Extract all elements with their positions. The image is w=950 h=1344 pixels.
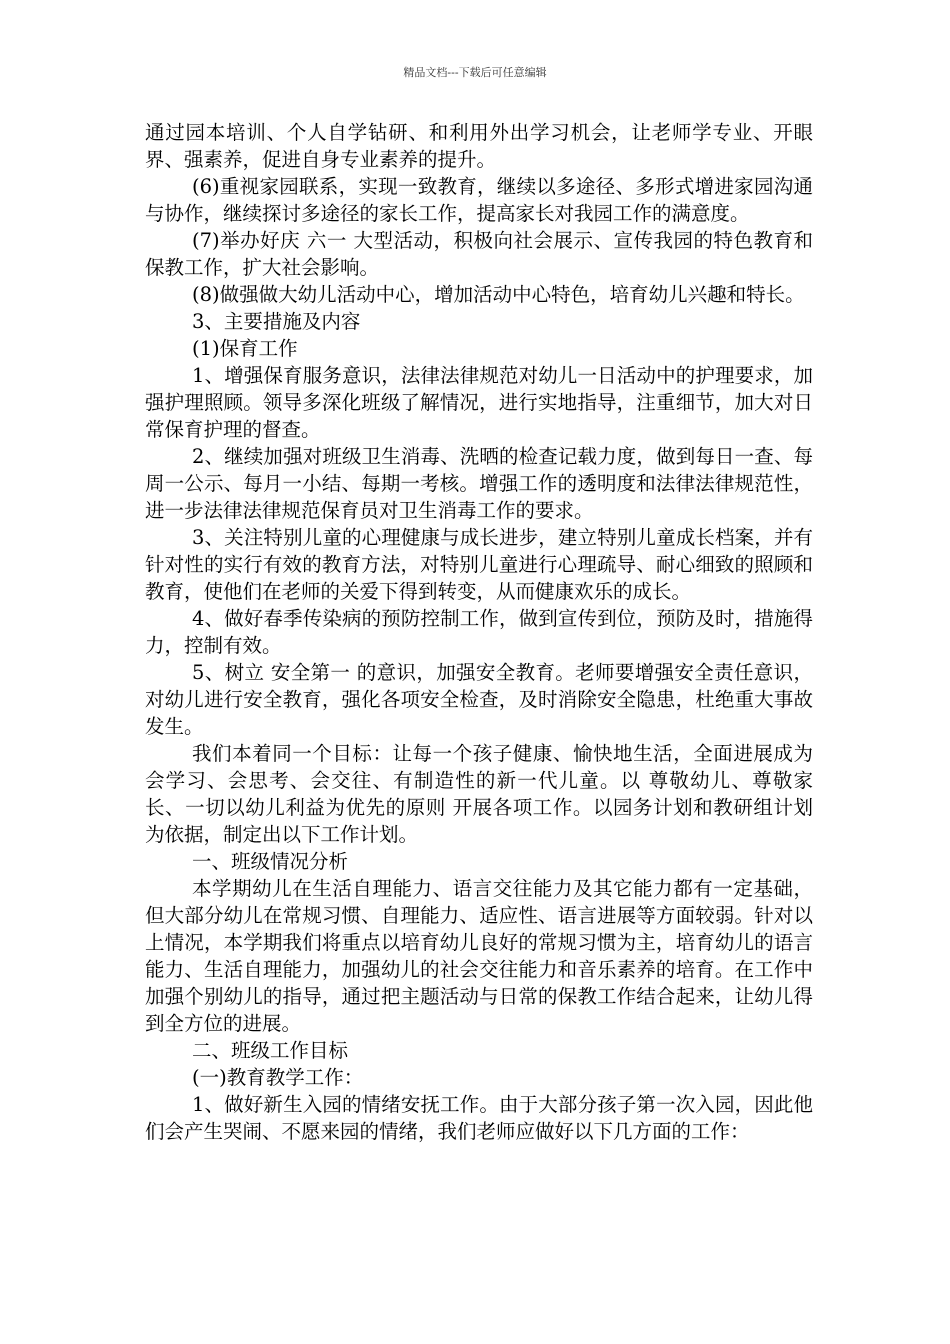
paragraph: 4、做好春季传染病的预防控制工作，做到宣传到位，预防及时，措施得力，控制有效。 [145,607,813,657]
paragraph: (8)做强做大幼儿活动中心，增加活动中心特色，培育幼儿兴趣和特长。 [192,283,805,306]
paragraph: 1、增强保育服务意识，法律法律规范对幼儿一日活动中的护理要求，加强护理照顾。领导多深化班级了解情况，进行实地指导，注重细节，加大对日常保育护理的督查。 [145,364,813,441]
paragraph: 通过园本培训、个人自学钻研、和利用外出学习机会，让老师学专业、开眼界、强素养，促进自身专业素养的提升。 [145,121,813,171]
paragraph: 我们本着同一个目标：让每一个孩子健康、愉快地生活，全面进展成为会学习、会思考、会交往、有制造性的新一代儿童。以 尊敬幼儿、尊敬家长、一切以幼儿利益为优先的原则 开展各项工作。以园务计划和教研组计划为依据，制定出以下工作计划。 [145,742,813,846]
paragraph: (6)重视家园联系，实现一致教育，继续以多途径、多形式增进家园沟通与协作，继续探讨多途径的家长工作，提高家长对我园工作的满意度。 [145,175,813,225]
section-heading: 3、主要措施及内容 [192,310,361,333]
paragraph: 3、关注特别儿童的心理健康与成长进步，建立特别儿童成长档案，并有针对性的实行有效的教育方法，对特别儿童进行心理疏导、耐心细致的照顾和教育，使他们在老师的关爱下得到转变，从而健康欢乐的成长。 [145,526,813,603]
document-body [145,119,813,1145]
paragraph: 5、树立 安全第一 的意识，加强安全教育。老师要增强安全责任意识，对幼儿进行安全教育，强化各项安全检查，及时消除安全隐患，杜绝重大事故发生。 [145,661,813,738]
subsection-heading: (1)保育工作 [192,337,298,360]
page-header: 精品文档---下载后可任意编辑 [403,66,547,79]
section-heading: 一、班级情况分析 [192,850,349,873]
paragraph: 1、做好新生入园的情绪安抚工作。由于大部分孩子第一次入园，因此他们会产生哭闹、不愿来园的情绪，我们老师应做好以下几方面的工作： [145,1093,813,1143]
paragraph: 本学期幼儿在生活自理能力、语言交往能力及其它能力都有一定基础，但大部分幼儿在常规习惯、自理能力、适应性、语言进展等方面较弱。针对以上情况，本学期我们将重点以培育幼儿良好的常规习惯为主，培育幼儿的语言能力、生活自理能力，加强幼儿的社会交往能力和音乐素养的培育。在工作中加强个别幼儿的指导，通过把主题活动与日常的保教工作结合起来，让幼儿得到全方位的进展。 [145,877,813,1035]
paragraph: 2、继续加强对班级卫生消毒、洗晒的检查记载力度，做到每日一查、每周一公示、每月一小结、每期一考核。增强工作的透明度和法律法律规范性，进一步法律法律规范保育员对卫生消毒工作的要求。 [145,445,813,522]
paragraph: (7)举办好庆 六一 大型活动，积极向社会展示、宣传我园的特色教育和保教工作，扩大社会影响。 [145,229,813,279]
subsection-heading: (一)教育教学工作： [192,1066,364,1089]
section-heading: 二、班级工作目标 [192,1039,349,1062]
